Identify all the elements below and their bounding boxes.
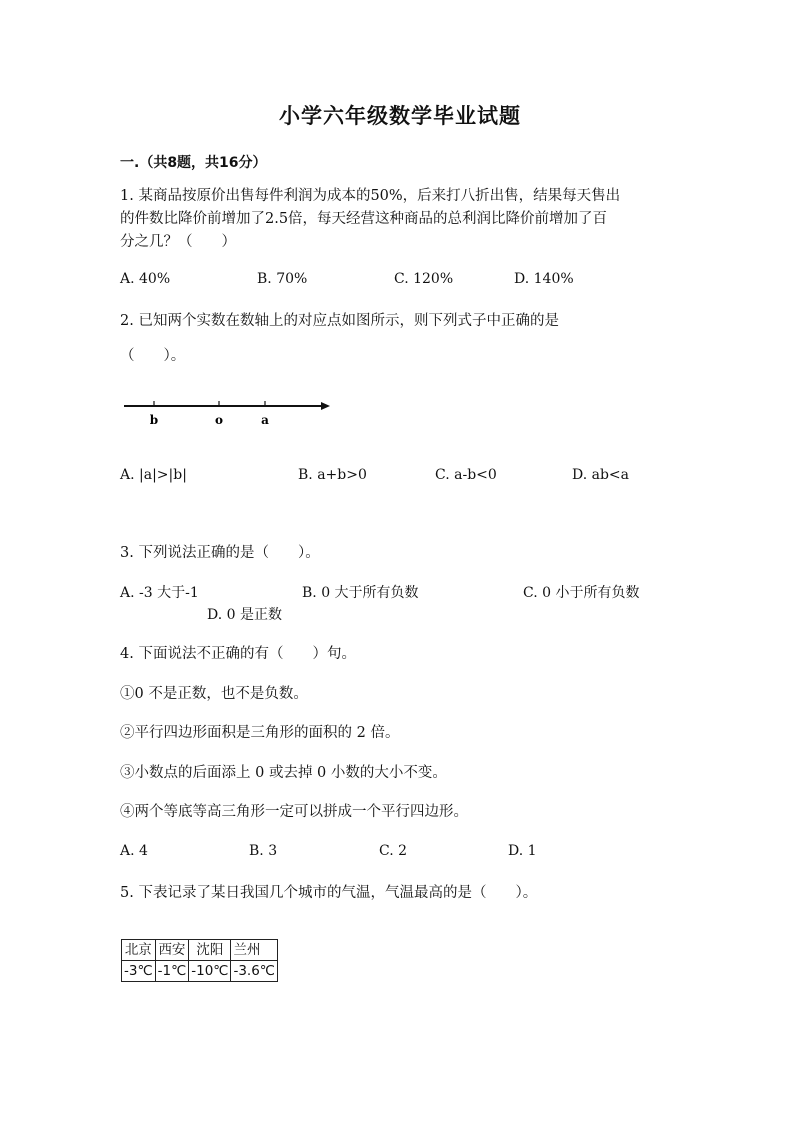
q1-option-a: A. 40%: [120, 271, 171, 287]
table-cell-temp: -10℃: [189, 961, 231, 982]
q4-statement-1: ①0 不是正数，也不是负数。: [120, 686, 308, 702]
q3-option-d: D. 0 是正数: [207, 607, 282, 623]
q4-option-d: D. 1: [508, 843, 537, 859]
temperature-table: [121, 939, 278, 982]
question-3-text: 3. 下列说法正确的是（ ）。: [120, 545, 320, 561]
q2-option-c: C. a-b<0: [435, 467, 497, 483]
section-header: 一.（共8题，共16分）: [120, 155, 267, 171]
question-1-line-3: 分之几？（ ）: [120, 234, 236, 250]
question-2-line-1: 2. 已知两个实数在数轴上的对应点如图所示，则下列式子中正确的是: [120, 313, 559, 329]
q2-option-b: B. a+b>0: [298, 467, 367, 483]
table-cell-city: 兰州: [231, 940, 278, 961]
label-a: a: [261, 413, 269, 427]
question-1-line-1: 1. 某商品按原价出售每件利润为成本的50%，后来打八折出售，结果每天售出: [120, 188, 621, 204]
question-1: [120, 185, 680, 254]
number-line-diagram: [118, 396, 338, 432]
table-row-temps: [122, 961, 278, 982]
number-line-arrow: [321, 402, 330, 410]
q4-statement-2: ②平行四边形面积是三角形的面积的 2 倍。: [120, 725, 400, 741]
q3-option-a: A. -3 大于-1: [120, 585, 199, 601]
label-o: o: [214, 413, 224, 427]
table-cell-temp: -3.6℃: [231, 961, 278, 982]
q3-option-b: B. 0 大于所有负数: [302, 585, 419, 601]
question-1-line-2: 的件数比降价前增加了2.5倍，每天经营这种商品的总利润比降价前增加了百: [120, 211, 608, 227]
table-cell-city: 沈阳: [189, 940, 231, 961]
question-2-line-2: （ ）。: [120, 348, 186, 364]
q1-option-c: C. 120%: [394, 271, 454, 287]
table-cell-city: 北京: [122, 940, 156, 961]
q2-option-d: D. ab<a: [572, 467, 630, 483]
table-cell-city: 西安: [155, 940, 189, 961]
label-b: b: [149, 413, 159, 427]
table-cell-temp: -3℃: [122, 961, 156, 982]
q2-option-a: A. |a|>|b|: [120, 467, 187, 483]
table-row-cities: [122, 940, 278, 961]
question-5-text: 5. 下表记录了某日我国几个城市的气温，气温最高的是（ ）。: [120, 885, 538, 901]
q1-option-d: D. 140%: [514, 271, 574, 287]
q3-option-c: C. 0 小于所有负数: [523, 585, 640, 601]
question-4-text: 4. 下面说法不正确的有（ ）句。: [120, 646, 356, 662]
q1-option-b: B. 70%: [257, 271, 308, 287]
q4-option-b: B. 3: [249, 843, 278, 859]
q4-statement-4: ④两个等底等高三角形一定可以拼成一个平行四边形。: [120, 804, 468, 820]
page-title: 小学六年级数学毕业试题: [279, 104, 521, 128]
q4-option-c: C. 2: [379, 843, 408, 859]
q4-option-a: A. 4: [120, 843, 148, 859]
table-cell-temp: -1℃: [155, 961, 189, 982]
q4-statement-3: ③小数点的后面添上 0 或去掉 0 小数的大小不变。: [120, 765, 447, 781]
